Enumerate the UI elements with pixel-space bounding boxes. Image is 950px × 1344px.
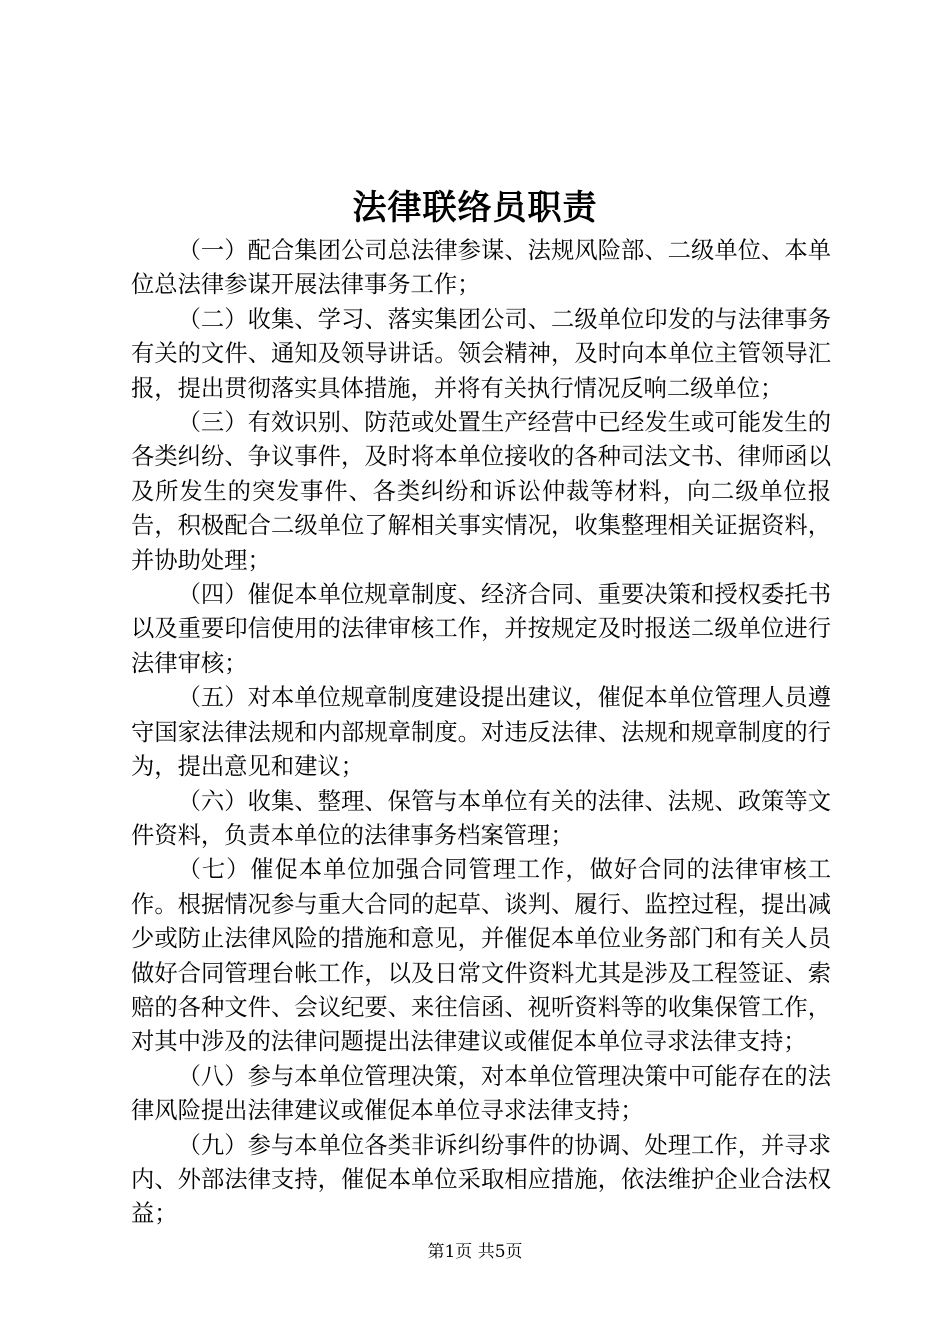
page-title: 法律联络员职责 [352,188,598,228]
paragraph-6: （六）收集、整理、保管与本单位有关的法律、法规、政策等文件资料，负责本单位的法律事务档案管理； [131,787,831,849]
paragraph-2: （二）收集、学习、落实集团公司、二级单位印发的与法律事务有关的文件、通知及领导讲话。领会精神，及时向本单位主管领导汇报，提出贯彻落实具体措施，并将有关执行情况反响二级单位； [131,305,831,402]
paragraph-7: （七）催促本单位加强合同管理工作，做好合同的法律审核工作。根据情况参与重大合同的起草、谈判、履行、监控过程，提出减少或防止法律风险的措施和意见，并催促本单位业务部门和有关人员做好合同管理台帐工作，以及日常文件资料尤其是涉及工程签证、索赔的各种文件、会议纪要、来往信函、视听资料等的收集保管工作，对其中涉及的法律问题提出法律建议或催促本单位寻求法律支持； [131,856,831,1056]
paragraph-8: （八）参与本单位管理决策，对本单位管理决策中可能存在的法律风险提出法律建议或催促本单位寻求法律支持； [131,1062,831,1125]
paragraph-3: （三）有效识别、防范或处置生产经营中已经发生或可能发生的各类纠纷、争议事件，及时将本单位接收的各种司法文书、律师函以及所发生的突发事件、各类纠纷和诉讼仲裁等材料，向二级单位报告，积极配合二级单位了解相关事实情况，收集整理相关证据资料，并协助处理； [131,409,831,574]
paragraph-9: （九）参与本单位各类非诉纠纷事件的协调、处理工作，并寻求内、外部法律支持，催促本单位采取相应措施，依法维护企业合法权益； [131,1131,831,1228]
page-number-footer: 第1页 共5页 [427,1242,523,1262]
paragraph-4: （四）催促本单位规章制度、经济合同、重要决策和授权委托书以及重要印信使用的法律审核工作，并按规定及时报送二级单位进行法律审核； [131,581,831,677]
document-body [131,234,831,1232]
paragraph-5: （五）对本单位规章制度建设提出建议，催促本单位管理人员遵守国家法律法规和内部规章制度。对违反法律、法规和规章制度的行为，提出意见和建议； [131,684,831,781]
paragraph-1: （一）配合集团公司总法律参谋、法规风险部、二级单位、本单位总法律参谋开展法律事务工作； [131,237,831,299]
